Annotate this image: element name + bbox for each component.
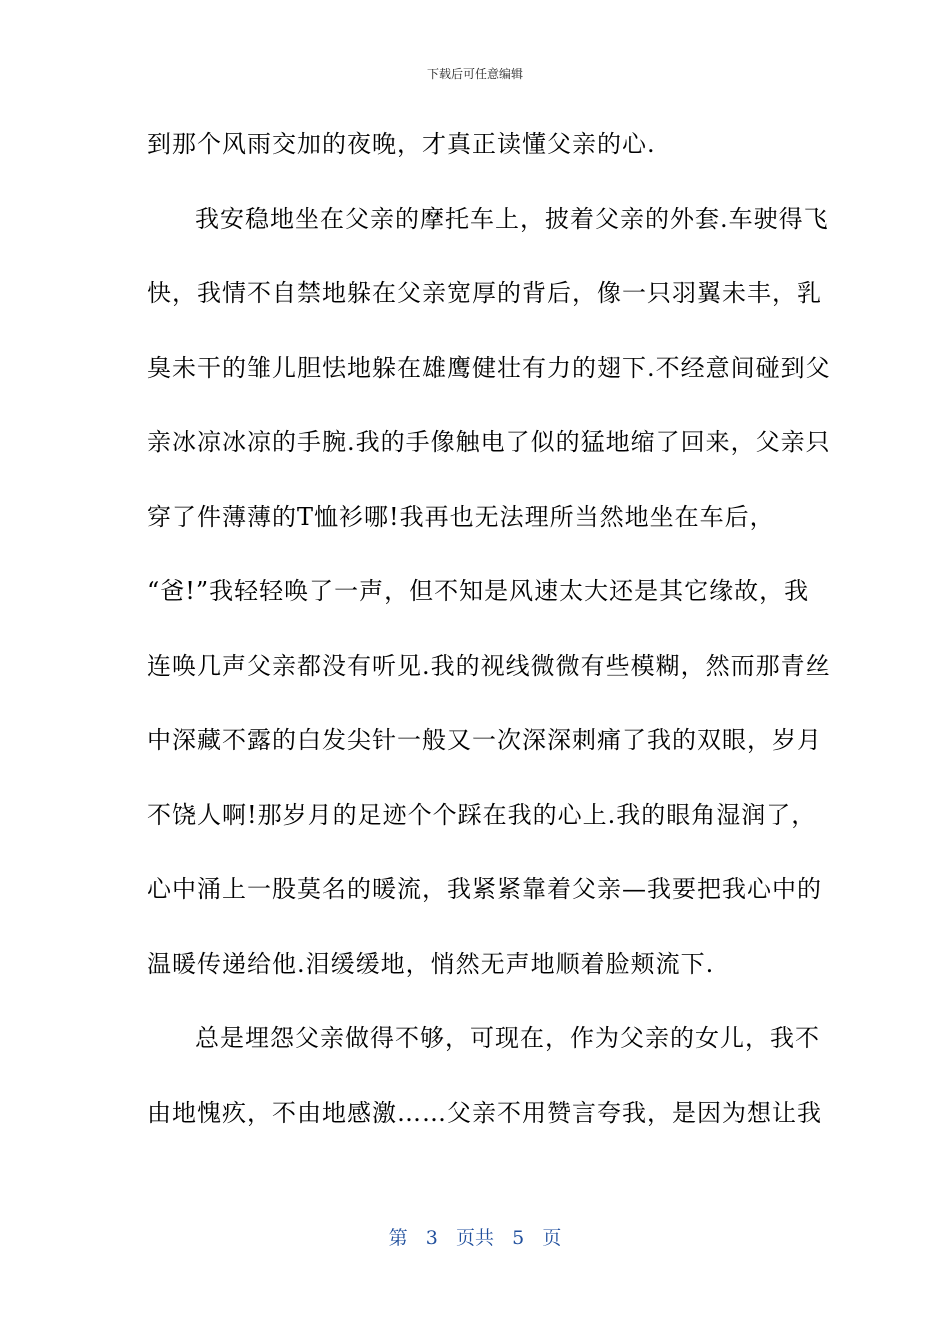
text-line: 我安稳地坐在父亲的摩托车上，披着父亲的外套.车驶得飞 xyxy=(195,204,829,233)
text-line: 穿了件薄薄的T恤衫哪!我再也无法理所当然地坐在车后， xyxy=(147,502,775,531)
footer-suffix: 页 xyxy=(542,1227,562,1249)
text-line: 快，我情不自禁地躲在父亲宽厚的背后，像一只羽翼未丰，乳 xyxy=(147,279,822,307)
document-body xyxy=(147,122,831,1165)
text-line: 连唤几声父亲都没有听见.我的视线微微有些模糊，然而那青丝 xyxy=(147,651,831,680)
footer-middle: 页共 xyxy=(455,1227,494,1249)
text-line: 总是埋怨父亲做得不够，可现在，作为父亲的女儿，我不 xyxy=(195,1024,820,1052)
total-pages-number: 5 xyxy=(512,1227,525,1249)
text-line: “爸!”我轻轻唤了一声，但不知是风速太大还是其它缘故，我 xyxy=(147,577,810,605)
text-line: 不饶人啊!那岁月的足迹个个踩在我的心上.我的眼角湿润了， xyxy=(147,800,817,829)
footer-prefix: 第 xyxy=(388,1227,408,1249)
text-line: 心中涌上一股莫名的暖流，我紧紧靠着父亲—我要把我心中的 xyxy=(147,875,822,903)
text-line: 中深藏不露的白发尖针一般又一次深深刺痛了我的双眼，岁月 xyxy=(147,726,822,754)
text-line: 臭未干的雏儿胆怯地躲在雄鹰健壮有力的翅下.不经意间碰到父 xyxy=(147,353,831,382)
current-page-number: 3 xyxy=(425,1227,438,1249)
page-footer xyxy=(0,1226,950,1250)
text-line: 亲冰凉冰凉的手腕.我的手像触电了似的猛地缩了回来，父亲只 xyxy=(147,428,831,456)
page-header: 下载后可任意编辑 xyxy=(426,67,523,81)
text-line: 到那个风雨交加的夜晚，才真正读懂父亲的心. xyxy=(147,130,656,158)
text-line: 由地愧疚，不由地感激……父亲不用赞言夸我，是因为想让我 xyxy=(147,1098,822,1127)
text-line: 温暖传递给他.泪缓缓地，悄然无声地顺着脸颊流下. xyxy=(147,949,715,978)
